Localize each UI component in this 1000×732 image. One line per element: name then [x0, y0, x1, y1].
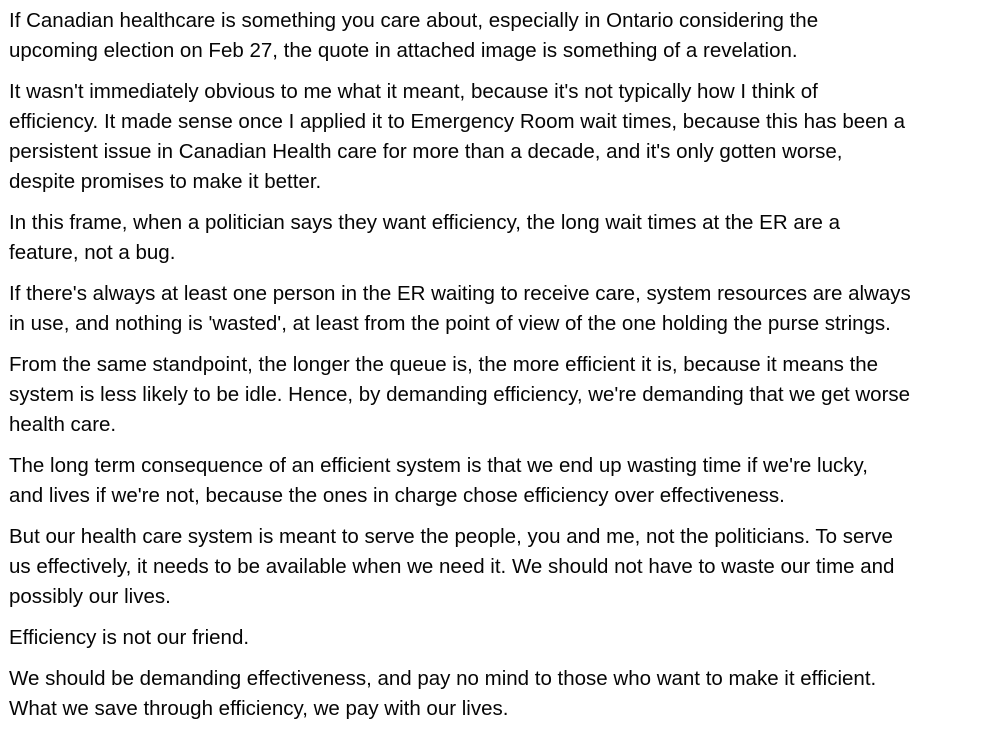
paragraph-line: despite promises to make it better.: [9, 170, 322, 193]
paragraph-line: From the same standpoint, the longer the queue is, the more efficient it is, because it means the: [9, 353, 879, 376]
paragraph-line: health care.: [9, 413, 117, 436]
paragraph-line: What we save through efficiency, we pay with our lives.: [9, 697, 509, 720]
paragraph-line: system is less likely to be idle. Hence, by demanding efficiency, we're demanding that we get worse: [9, 383, 911, 406]
paragraph-line: It wasn't immediately obvious to me what it meant, because it's not typically how I think of: [9, 80, 818, 103]
post-paragraph: [9, 6, 1000, 66]
paragraph-line: Efficiency is not our friend.: [9, 626, 250, 649]
post-paragraph: [9, 522, 1000, 612]
paragraph-line: and lives if we're not, because the ones in charge chose efficiency over effectiveness.: [9, 484, 785, 507]
paragraph-line: feature, not a bug.: [9, 241, 176, 264]
paragraph-line: in use, and nothing is 'wasted', at least from the point of view of the one holding the purse strings.: [9, 312, 891, 335]
post-paragraph: [9, 279, 1000, 339]
post-paragraph: [9, 208, 1000, 268]
paragraph-line: If Canadian healthcare is something you care about, especially in Ontario considering the: [9, 9, 819, 32]
paragraph-line: We should be demanding effectiveness, and pay no mind to those who want to make it efficient.: [9, 667, 877, 690]
paragraph-line: But our health care system is meant to serve the people, you and me, not the politicians. To serve: [9, 525, 893, 548]
paragraph-line: us effectively, it needs to be available when we need it. We should not have to waste our time and: [9, 555, 895, 578]
post-paragraph: [9, 664, 1000, 724]
paragraph-line: efficiency. It made sense once I applied it to Emergency Room wait times, because this has been a: [9, 110, 906, 133]
post-paragraph: [9, 623, 1000, 653]
paragraph-line: persistent issue in Canadian Health care for more than a decade, and it's only gotten worse,: [9, 140, 843, 163]
paragraph-line: upcoming election on Feb 27, the quote in attached image is something of a revelation.: [9, 39, 798, 62]
post-paragraph: [9, 350, 1000, 440]
post-paragraph: [9, 451, 1000, 511]
paragraph-line: possibly our lives.: [9, 585, 171, 608]
paragraph-line: In this frame, when a politician says they want efficiency, the long wait times at the ER are a: [9, 211, 841, 234]
post-paragraph: [9, 77, 1000, 197]
paragraph-line: If there's always at least one person in the ER waiting to receive care, system resources are always: [9, 282, 911, 305]
paragraph-line: The long term consequence of an efficient system is that we end up wasting time if we're lucky,: [9, 454, 868, 477]
